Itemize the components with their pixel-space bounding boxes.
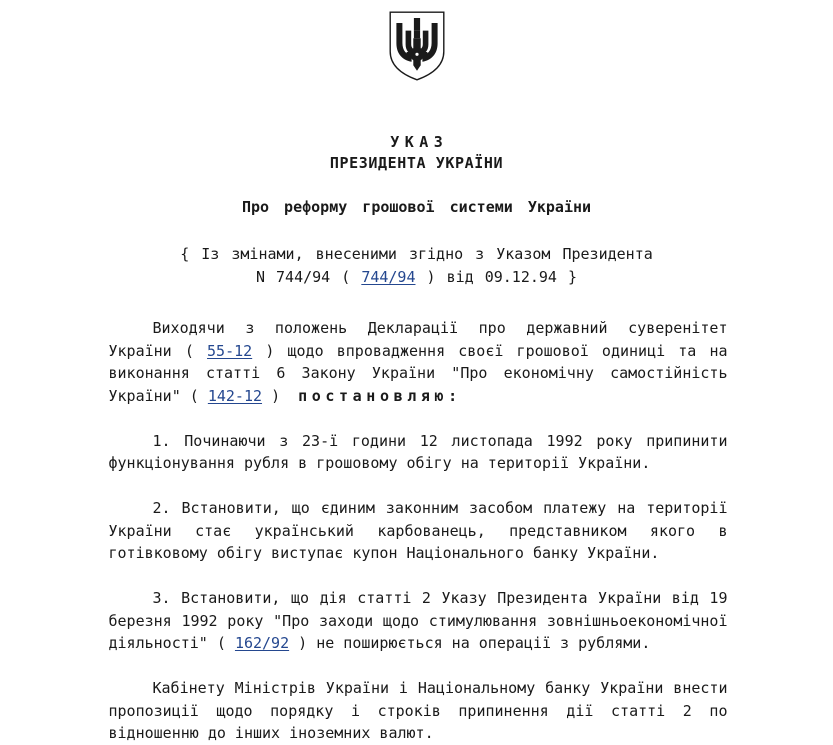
paragraph-item-3 bbox=[109, 587, 728, 655]
document-header bbox=[0, 132, 833, 218]
preamble-link-declaration[interactable]: 55-12 bbox=[207, 341, 253, 360]
preamble-link-law[interactable]: 142-12 bbox=[207, 386, 263, 405]
amendment-note bbox=[0, 243, 833, 289]
item-3-text-part-1: 3. Встановити, що дія статті 2 Указу Президента України від 19 березня 1992 року "Про заходи щодо стимулювання зовнішньоекономічної діяльності" ( bbox=[108, 589, 728, 652]
emblem-container bbox=[0, 0, 833, 81]
preamble-text-part-2: ) щодо впровадження своєї грошової одиниці та на виконання статті 6 Закону України "Про економічну самостійність України" ( bbox=[108, 341, 728, 405]
decree-title: УКАЗ bbox=[390, 133, 449, 151]
decree-keyword: постановляю: bbox=[298, 386, 462, 405]
amendment-line-2 bbox=[0, 266, 833, 289]
amendment-number-prefix: N 744/94 ( bbox=[255, 268, 351, 286]
decree-issuer: ПРЕЗИДЕНТА УКРАЇНИ bbox=[329, 154, 504, 172]
amendment-line-1: { Із змінами, внесеними згідно з Указом Президента bbox=[180, 245, 653, 263]
paragraph-item-1: 1. Починаючи з 23-ї години 12 листопада 1992 року припинити функціонування рубля в грошовому обігу на території України. bbox=[108, 431, 728, 472]
item-3-reference-link[interactable]: 162/92 bbox=[234, 634, 290, 652]
amendment-reference-link[interactable]: 744/94 bbox=[361, 268, 416, 286]
paragraph-item-4: Кабінету Міністрів України і Національному банку України внести пропозиції щодо порядку і строків припинення дії статті 2 по відношенню до інших іноземних валют. bbox=[108, 679, 728, 742]
amendment-date-suffix: ) від 09.12.94 } bbox=[426, 268, 578, 286]
item-3-text-part-2: ) не поширюється на операції з рублями. bbox=[298, 634, 651, 652]
preamble-text-part-1: Виходячи з положень Декларації про державний суверенітет України ( bbox=[108, 319, 728, 360]
decree-subject: Про реформу грошової системи України bbox=[241, 198, 592, 216]
paragraph-item-2: 2. Встановити, що єдиним законним засобом платежу на території України стає український карбованець, представником якого в готівковому обігу виступає купон Національного банку України. bbox=[108, 499, 728, 562]
paragraph-preamble bbox=[109, 317, 728, 407]
document-body bbox=[106, 317, 728, 745]
preamble-text-part-3: ) bbox=[271, 386, 281, 405]
ukraine-trident-icon bbox=[389, 11, 445, 81]
